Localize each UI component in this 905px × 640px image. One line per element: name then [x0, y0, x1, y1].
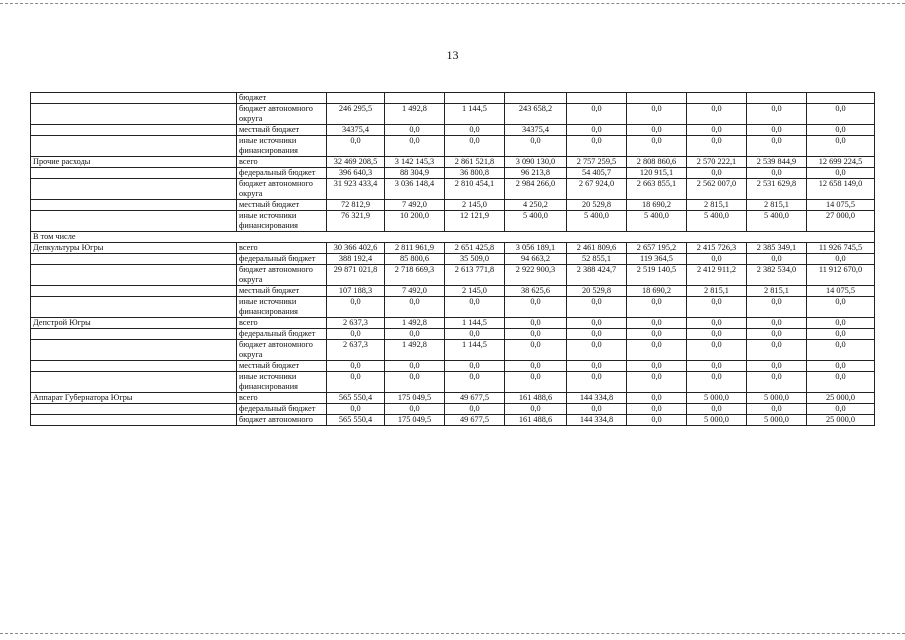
amount-cell: 34375,4: [505, 125, 567, 136]
amount-cell: 2 815,1: [687, 200, 747, 211]
amount-cell: 0,0: [687, 297, 747, 318]
funding-source: федеральный бюджет: [237, 254, 327, 265]
amount-cell: 0,0: [687, 372, 747, 393]
table-row: [31, 125, 875, 136]
amount-cell: 246 295,5: [327, 104, 385, 125]
amount-cell: 119 364,5: [627, 254, 687, 265]
row-group-name: [31, 104, 237, 125]
amount-cell: 38 625,6: [505, 286, 567, 297]
amount-cell: 0,0: [505, 372, 567, 393]
amount-cell: 0,0: [807, 125, 875, 136]
amount-cell: 2 811 961,9: [385, 243, 445, 254]
table-row: [31, 254, 875, 265]
amount-cell: 2 810 454,1: [445, 179, 505, 200]
amount-cell: 0,0: [445, 361, 505, 372]
table-row: [31, 211, 875, 232]
funding-source: бюджет автономного: [237, 415, 327, 426]
amount-cell: 144 334,8: [567, 393, 627, 404]
amount-cell: 0,0: [807, 340, 875, 361]
amount-cell: 2 861 521,8: [445, 157, 505, 168]
amount-cell: 0,0: [747, 361, 807, 372]
amount-cell: 107 188,3: [327, 286, 385, 297]
amount-cell: 29 871 021,8: [327, 265, 385, 286]
funding-source: иные источники финансирования: [237, 211, 327, 232]
amount-cell: 76 321,9: [327, 211, 385, 232]
amount-cell: 0,0: [385, 297, 445, 318]
amount-cell: 54 405,7: [567, 168, 627, 179]
amount-cell: 0,0: [327, 404, 385, 415]
funding-source: иные источники финансирования: [237, 136, 327, 157]
amount-cell: 1 492,8: [385, 104, 445, 125]
amount-cell: 5 000,0: [687, 393, 747, 404]
amount-cell: 31 923 433,4: [327, 179, 385, 200]
amount-cell: 0,0: [627, 404, 687, 415]
amount-cell: 0,0: [505, 297, 567, 318]
amount-cell: 0,0: [627, 104, 687, 125]
amount-cell: 2 637,3: [327, 318, 385, 329]
table-row: [31, 232, 875, 243]
amount-cell: 2 657 195,2: [627, 243, 687, 254]
amount-cell: 0,0: [807, 254, 875, 265]
row-group-name: [31, 265, 237, 286]
amount-cell: 0,0: [505, 329, 567, 340]
amount-cell: 0,0: [627, 372, 687, 393]
amount-cell: 0,0: [687, 404, 747, 415]
row-group-name: [31, 254, 237, 265]
amount-cell: 2 718 669,3: [385, 265, 445, 286]
amount-cell: 0,0: [807, 361, 875, 372]
row-group-name: [31, 200, 237, 211]
amount-cell: 2 388 424,7: [567, 265, 627, 286]
amount-cell: 0,0: [807, 104, 875, 125]
amount-cell: 11 926 745,5: [807, 243, 875, 254]
amount-cell: 0,0: [687, 125, 747, 136]
amount-cell: 1 492,8: [385, 318, 445, 329]
row-group-name: [31, 93, 237, 104]
row-group-name: [31, 415, 237, 426]
funding-source: всего: [237, 157, 327, 168]
amount-cell: 161 488,6: [505, 415, 567, 426]
funding-source: всего: [237, 243, 327, 254]
table-row: [31, 404, 875, 415]
funding-source: всего: [237, 393, 327, 404]
amount-cell: [445, 93, 505, 104]
amount-cell: 2 984 266,0: [505, 179, 567, 200]
amount-cell: 94 663,2: [505, 254, 567, 265]
row-group-name: Прочие расходы: [31, 157, 237, 168]
amount-cell: 0,0: [807, 297, 875, 318]
amount-cell: 0,0: [567, 104, 627, 125]
amount-cell: 0,0: [445, 372, 505, 393]
amount-cell: 2 67 924,0: [567, 179, 627, 200]
amount-cell: 72 812,9: [327, 200, 385, 211]
amount-cell: 175 049,5: [385, 393, 445, 404]
funding-source: бюджет автономного округа: [237, 179, 327, 200]
amount-cell: 0,0: [747, 125, 807, 136]
amount-cell: 144 334,8: [567, 415, 627, 426]
funding-source: бюджет автономного округа: [237, 265, 327, 286]
row-group-name: Аппарат Губернатора Югры: [31, 393, 237, 404]
amount-cell: 0,0: [505, 340, 567, 361]
amount-cell: 396 640,3: [327, 168, 385, 179]
amount-cell: 0,0: [505, 404, 567, 415]
funding-source: федеральный бюджет: [237, 404, 327, 415]
amount-cell: 565 550,4: [327, 393, 385, 404]
amount-cell: 0,0: [687, 361, 747, 372]
amount-cell: 0,0: [385, 136, 445, 157]
amount-cell: 0,0: [327, 136, 385, 157]
amount-cell: [327, 93, 385, 104]
amount-cell: 35 509,0: [445, 254, 505, 265]
amount-cell: 0,0: [687, 329, 747, 340]
funding-source: федеральный бюджет: [237, 168, 327, 179]
amount-cell: 2 815,1: [687, 286, 747, 297]
funding-source: бюджет автономного округа: [237, 104, 327, 125]
amount-cell: 2 815,1: [747, 286, 807, 297]
amount-cell: 5 400,0: [627, 211, 687, 232]
amount-cell: 0,0: [687, 104, 747, 125]
amount-cell: 0,0: [747, 404, 807, 415]
including-label: В том числе: [31, 232, 875, 243]
row-group-name: [31, 125, 237, 136]
table-row: [31, 179, 875, 200]
amount-cell: 25 000,0: [807, 393, 875, 404]
amount-cell: 5 000,0: [687, 415, 747, 426]
amount-cell: 3 056 189,1: [505, 243, 567, 254]
row-group-name: [31, 136, 237, 157]
funding-source: иные источники финансирования: [237, 372, 327, 393]
amount-cell: 0,0: [747, 168, 807, 179]
table-row: [31, 318, 875, 329]
amount-cell: 2 385 349,1: [747, 243, 807, 254]
amount-cell: 0,0: [627, 125, 687, 136]
table-row: [31, 372, 875, 393]
amount-cell: [505, 93, 567, 104]
amount-cell: 0,0: [385, 361, 445, 372]
amount-cell: 7 492,0: [385, 286, 445, 297]
amount-cell: 388 192,4: [327, 254, 385, 265]
amount-cell: 5 000,0: [747, 393, 807, 404]
amount-cell: [807, 93, 875, 104]
amount-cell: 2 663 855,1: [627, 179, 687, 200]
amount-cell: 0,0: [687, 340, 747, 361]
amount-cell: 34375,4: [327, 125, 385, 136]
amount-cell: [687, 93, 747, 104]
row-group-name: [31, 168, 237, 179]
amount-cell: 0,0: [385, 404, 445, 415]
amount-cell: 0,0: [747, 254, 807, 265]
amount-cell: 0,0: [567, 318, 627, 329]
amount-cell: 0,0: [687, 254, 747, 265]
amount-cell: 85 800,6: [385, 254, 445, 265]
amount-cell: 0,0: [807, 168, 875, 179]
row-group-name: [31, 372, 237, 393]
amount-cell: 2 539 844,9: [747, 157, 807, 168]
amount-cell: 0,0: [505, 318, 567, 329]
amount-cell: 2 145,0: [445, 200, 505, 211]
amount-cell: 0,0: [807, 136, 875, 157]
amount-cell: 120 915,1: [627, 168, 687, 179]
amount-cell: 0,0: [445, 404, 505, 415]
amount-cell: 32 469 208,5: [327, 157, 385, 168]
amount-cell: 0,0: [627, 415, 687, 426]
scan-edge-top: [0, 3, 905, 4]
funding-source: местный бюджет: [237, 125, 327, 136]
budget-table: [30, 92, 875, 426]
amount-cell: 2 562 007,0: [687, 179, 747, 200]
row-group-name: [31, 286, 237, 297]
amount-cell: 0,0: [445, 297, 505, 318]
amount-cell: 0,0: [807, 329, 875, 340]
amount-cell: [385, 93, 445, 104]
table-row: [31, 297, 875, 318]
table-row: [31, 104, 875, 125]
amount-cell: 0,0: [445, 329, 505, 340]
table-row: [31, 415, 875, 426]
amount-cell: 52 855,1: [567, 254, 627, 265]
amount-cell: 2 461 809,6: [567, 243, 627, 254]
row-group-name: [31, 361, 237, 372]
amount-cell: [627, 93, 687, 104]
amount-cell: 18 690,2: [627, 200, 687, 211]
row-group-name: [31, 340, 237, 361]
amount-cell: 2 415 726,3: [687, 243, 747, 254]
amount-cell: 0,0: [567, 340, 627, 361]
page-number: 13: [446, 48, 459, 62]
table-row: [31, 340, 875, 361]
amount-cell: [747, 93, 807, 104]
amount-cell: 0,0: [327, 329, 385, 340]
table-row: [31, 200, 875, 211]
amount-cell: 0,0: [505, 136, 567, 157]
amount-cell: 0,0: [747, 318, 807, 329]
amount-cell: 2 519 140,5: [627, 265, 687, 286]
amount-cell: 2 613 771,8: [445, 265, 505, 286]
funding-source: местный бюджет: [237, 286, 327, 297]
row-group-name: Депстрой Югры: [31, 318, 237, 329]
amount-cell: 2 808 860,6: [627, 157, 687, 168]
amount-cell: 2 412 911,2: [687, 265, 747, 286]
amount-cell: 0,0: [807, 372, 875, 393]
amount-cell: 10 200,0: [385, 211, 445, 232]
amount-cell: 3 036 148,4: [385, 179, 445, 200]
funding-source: местный бюджет: [237, 200, 327, 211]
amount-cell: 0,0: [747, 372, 807, 393]
amount-cell: 243 658,2: [505, 104, 567, 125]
table-row: [31, 361, 875, 372]
amount-cell: 0,0: [327, 361, 385, 372]
amount-cell: 161 488,6: [505, 393, 567, 404]
row-group-name: [31, 179, 237, 200]
amount-cell: 20 529,8: [567, 286, 627, 297]
amount-cell: 0,0: [747, 104, 807, 125]
amount-cell: 5 400,0: [747, 211, 807, 232]
amount-cell: 5 000,0: [747, 415, 807, 426]
amount-cell: 4 250,2: [505, 200, 567, 211]
amount-cell: 0,0: [627, 329, 687, 340]
amount-cell: 0,0: [687, 318, 747, 329]
amount-cell: 27 000,0: [807, 211, 875, 232]
funding-source: федеральный бюджет: [237, 329, 327, 340]
amount-cell: 49 677,5: [445, 415, 505, 426]
amount-cell: 0,0: [687, 136, 747, 157]
amount-cell: 20 529,8: [567, 200, 627, 211]
amount-cell: 0,0: [747, 340, 807, 361]
amount-cell: 565 550,4: [327, 415, 385, 426]
amount-cell: 14 075,5: [807, 286, 875, 297]
amount-cell: 30 366 402,6: [327, 243, 385, 254]
amount-cell: 0,0: [627, 297, 687, 318]
funding-source: бюджет автономного округа: [237, 340, 327, 361]
amount-cell: 0,0: [385, 125, 445, 136]
amount-cell: 2 815,1: [747, 200, 807, 211]
amount-cell: 11 912 670,0: [807, 265, 875, 286]
amount-cell: 1 144,5: [445, 104, 505, 125]
amount-cell: 2 570 222,1: [687, 157, 747, 168]
amount-cell: 3 142 145,3: [385, 157, 445, 168]
amount-cell: 0,0: [567, 136, 627, 157]
row-group-name: [31, 329, 237, 340]
amount-cell: 0,0: [807, 318, 875, 329]
table-row: [31, 393, 875, 404]
funding-source: всего: [237, 318, 327, 329]
table-row: [31, 286, 875, 297]
row-group-name: [31, 297, 237, 318]
amount-cell: 0,0: [385, 372, 445, 393]
amount-cell: 0,0: [627, 136, 687, 157]
amount-cell: 0,0: [747, 297, 807, 318]
amount-cell: 2 922 900,3: [505, 265, 567, 286]
amount-cell: 49 677,5: [445, 393, 505, 404]
funding-source: бюджет: [237, 93, 327, 104]
row-group-name: [31, 404, 237, 415]
amount-cell: 0,0: [327, 297, 385, 318]
amount-cell: 0,0: [747, 136, 807, 157]
amount-cell: 12 121,9: [445, 211, 505, 232]
amount-cell: 2 531 629,8: [747, 179, 807, 200]
table-row: [31, 243, 875, 254]
funding-source: иные источники финансирования: [237, 297, 327, 318]
amount-cell: 0,0: [627, 318, 687, 329]
table-row: [31, 329, 875, 340]
amount-cell: 0,0: [687, 168, 747, 179]
amount-cell: 0,0: [567, 404, 627, 415]
amount-cell: 5 400,0: [505, 211, 567, 232]
table-row: [31, 136, 875, 157]
amount-cell: 96 213,8: [505, 168, 567, 179]
table-row: [31, 157, 875, 168]
amount-cell: 0,0: [567, 329, 627, 340]
amount-cell: 2 637,3: [327, 340, 385, 361]
amount-cell: 2 757 259,5: [567, 157, 627, 168]
amount-cell: 0,0: [807, 404, 875, 415]
amount-cell: 88 304,9: [385, 168, 445, 179]
amount-cell: 0,0: [567, 297, 627, 318]
amount-cell: 14 075,5: [807, 200, 875, 211]
amount-cell: 2 382 534,0: [747, 265, 807, 286]
amount-cell: [567, 93, 627, 104]
amount-cell: 0,0: [445, 136, 505, 157]
amount-cell: 0,0: [567, 372, 627, 393]
amount-cell: 36 800,8: [445, 168, 505, 179]
amount-cell: 1 144,5: [445, 340, 505, 361]
amount-cell: 0,0: [327, 372, 385, 393]
table-row: [31, 265, 875, 286]
amount-cell: 0,0: [627, 340, 687, 361]
amount-cell: 1 144,5: [445, 318, 505, 329]
amount-cell: 12 658 149,0: [807, 179, 875, 200]
amount-cell: 0,0: [445, 125, 505, 136]
funding-source: местный бюджет: [237, 361, 327, 372]
amount-cell: 2 145,0: [445, 286, 505, 297]
amount-cell: 0,0: [567, 361, 627, 372]
amount-cell: 0,0: [385, 329, 445, 340]
amount-cell: 5 400,0: [687, 211, 747, 232]
amount-cell: 0,0: [747, 329, 807, 340]
amount-cell: 7 492,0: [385, 200, 445, 211]
row-group-name: Депкультуры Югры: [31, 243, 237, 254]
amount-cell: 5 400,0: [567, 211, 627, 232]
amount-cell: 0,0: [505, 361, 567, 372]
scan-edge-bottom: [0, 633, 905, 634]
amount-cell: 175 049,5: [385, 415, 445, 426]
amount-cell: 0,0: [627, 361, 687, 372]
amount-cell: 25 000,0: [807, 415, 875, 426]
amount-cell: 18 690,2: [627, 286, 687, 297]
amount-cell: 2 651 425,8: [445, 243, 505, 254]
table-row: [31, 93, 875, 104]
amount-cell: 12 699 224,5: [807, 157, 875, 168]
amount-cell: 0,0: [567, 125, 627, 136]
amount-cell: 0,0: [627, 393, 687, 404]
amount-cell: 3 090 130,0: [505, 157, 567, 168]
table-row: [31, 168, 875, 179]
row-group-name: [31, 211, 237, 232]
amount-cell: 1 492,8: [385, 340, 445, 361]
